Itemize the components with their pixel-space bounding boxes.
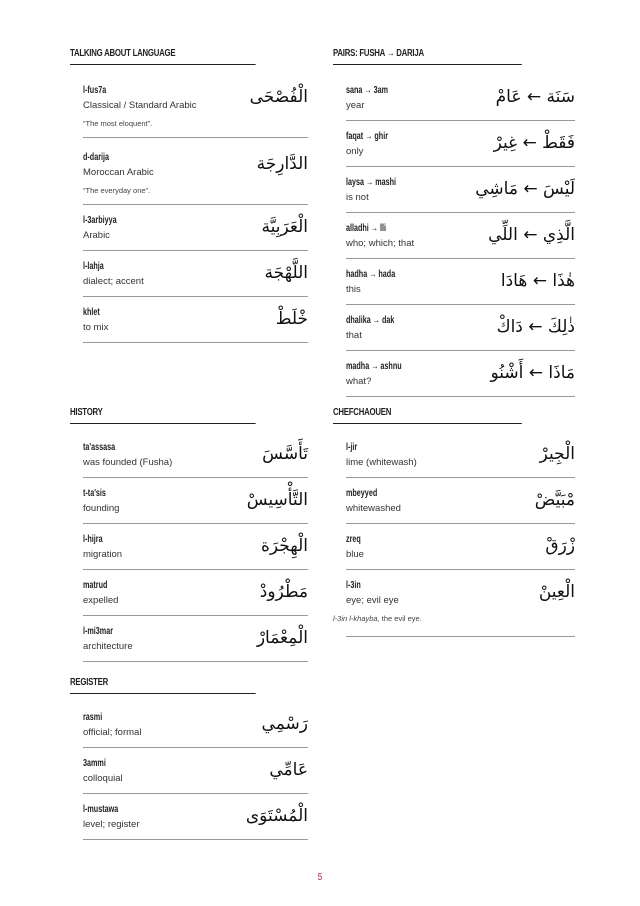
section-title: PAIRS: FUSHA → DARIJA bbox=[333, 48, 522, 65]
transliteration: l-fus7a bbox=[83, 85, 107, 96]
section-register bbox=[70, 677, 308, 840]
vocab-entry bbox=[83, 794, 308, 840]
transliteration: faqat → ghir bbox=[346, 131, 389, 142]
gloss: migration bbox=[83, 549, 123, 560]
gloss: dialect; accent bbox=[83, 276, 144, 287]
gloss: Arabic bbox=[83, 230, 110, 241]
transliteration: hadha → hada bbox=[346, 269, 396, 280]
arabic-word: تَأَسَّسَ bbox=[262, 444, 308, 464]
transliteration: mbeyyed bbox=[346, 488, 378, 499]
gloss: whitewashed bbox=[346, 503, 401, 514]
arabic-word: هٰذَا ← هَادَا bbox=[500, 271, 575, 291]
arabic-word: الْفُصْحَى bbox=[249, 87, 308, 107]
vocab-entry bbox=[83, 616, 308, 662]
vocab-entry bbox=[83, 424, 308, 478]
note-italic: l-3in l-khayba bbox=[333, 614, 378, 623]
transliteration: laysa → mashi bbox=[346, 177, 397, 188]
vocab-entry bbox=[83, 570, 308, 616]
transliteration: l-mi3mar bbox=[83, 626, 114, 637]
transliteration: matrud bbox=[83, 580, 108, 591]
gloss: eye; evil eye bbox=[346, 595, 399, 606]
gloss: founding bbox=[83, 503, 120, 514]
section-title: REGISTER bbox=[70, 677, 256, 694]
gloss: lime (whitewash) bbox=[346, 457, 417, 468]
arabic-word: الْجِيرْ bbox=[539, 444, 575, 464]
vocab-entry bbox=[346, 259, 575, 305]
transliteration: l-lahja bbox=[83, 261, 104, 272]
arabic-word: التَّأْسِيسْ bbox=[246, 490, 308, 510]
section-talking-about-language bbox=[70, 48, 308, 343]
transliteration: alladhi → lli bbox=[346, 223, 387, 234]
gloss: year bbox=[346, 100, 365, 111]
arabic-word: الْمُسْتَوَى bbox=[245, 806, 308, 826]
transliteration: zreq bbox=[346, 534, 361, 545]
gloss: was founded (Fusha) bbox=[83, 457, 173, 468]
arabic-word: سَنَة ← عَامْ bbox=[495, 87, 575, 107]
arabic-word: ذٰلِكَ ← دَاكْ bbox=[496, 317, 575, 337]
transliteration: l-3arbiyya bbox=[83, 215, 117, 226]
transliteration: l-jir bbox=[346, 442, 358, 453]
transliteration: ta'assasa bbox=[83, 442, 116, 453]
arabic-word: الْعِينْ bbox=[538, 582, 575, 602]
gloss: expelled bbox=[83, 595, 119, 606]
gloss: to mix bbox=[83, 322, 109, 333]
transliteration: sana → 3am bbox=[346, 85, 389, 96]
gloss: is not bbox=[346, 192, 369, 203]
vocab-entry bbox=[83, 251, 308, 297]
gloss: only bbox=[346, 146, 364, 157]
vocab-entry bbox=[83, 524, 308, 570]
arabic-word: الدَّارِجَة bbox=[256, 154, 308, 174]
gloss: level; register bbox=[83, 819, 140, 830]
arabic-word: مْبَيَّضْ bbox=[534, 490, 575, 510]
vocab-entry bbox=[346, 213, 575, 259]
vocab-entry bbox=[346, 121, 575, 167]
vocab-entry bbox=[346, 424, 575, 478]
gloss: colloquial bbox=[83, 773, 123, 784]
arabic-word: زْرَقْ bbox=[545, 536, 575, 556]
transliteration: madha → ashnu bbox=[346, 361, 402, 372]
transliteration: 3ammi bbox=[83, 758, 106, 769]
section-title: HISTORY bbox=[70, 407, 256, 424]
vocab-entry bbox=[83, 748, 308, 794]
gloss: what? bbox=[346, 376, 372, 387]
arabic-word: مَطْرُودْ bbox=[259, 582, 308, 602]
vocab-entry bbox=[83, 297, 308, 343]
section-pairs bbox=[333, 48, 575, 397]
gloss: who; which; that bbox=[346, 238, 415, 249]
section-chefchaouen bbox=[333, 407, 575, 637]
vocab-entry bbox=[83, 478, 308, 524]
arabic-word: عَامِّي bbox=[269, 760, 308, 780]
note bbox=[333, 614, 575, 624]
page-number: 5 bbox=[317, 872, 323, 883]
transliteration: d-darija bbox=[83, 152, 110, 163]
gloss: that bbox=[346, 330, 362, 341]
transliteration: khlet bbox=[83, 307, 100, 318]
arabic-word: الَّذِي ← اللِّي bbox=[488, 225, 575, 245]
vocab-entry bbox=[83, 138, 308, 205]
vocab-entry bbox=[346, 65, 575, 121]
vocab-entry bbox=[346, 351, 575, 397]
transliteration: t-ta'sis bbox=[83, 488, 106, 499]
arabic-word: فَقَطْ ← غِيرْ bbox=[493, 133, 575, 153]
vocab-entry bbox=[83, 205, 308, 251]
gloss: this bbox=[346, 284, 361, 295]
transliteration: l-hijra bbox=[83, 534, 103, 545]
vocab-entry bbox=[83, 65, 308, 138]
section-title: TALKING ABOUT LANGUAGE bbox=[70, 48, 256, 65]
gloss: architecture bbox=[83, 641, 133, 652]
arabic-word: اللَّهْجَة bbox=[264, 263, 308, 283]
transliteration: dhalika → dak bbox=[346, 315, 395, 326]
note-text: , the evil eye. bbox=[377, 614, 422, 623]
vocab-entry bbox=[346, 478, 575, 524]
arabic-word: الْعَرَبِيَّة bbox=[261, 217, 308, 237]
vocab-entry bbox=[346, 524, 575, 570]
transliteration: rasmi bbox=[83, 712, 103, 723]
gloss: official; formal bbox=[83, 727, 142, 738]
note: “The everyday one”. bbox=[83, 186, 151, 195]
arabic-word: الْهِجْرَة bbox=[261, 536, 308, 556]
vocab-entry bbox=[346, 305, 575, 351]
vocab-entry bbox=[333, 570, 575, 637]
arabic-word: لَيْسَ ← مَاشِي bbox=[475, 179, 575, 199]
gloss: Moroccan Arabic bbox=[83, 167, 154, 178]
transliteration: l-mustawa bbox=[83, 804, 119, 815]
section-title: CHEFCHAOUEN bbox=[333, 407, 522, 424]
arabic-word: رَسْمِي bbox=[261, 714, 308, 734]
arabic-word: خْلَطْ bbox=[275, 309, 308, 329]
note: “The most eloquent”. bbox=[83, 119, 153, 128]
transliteration: l-3in bbox=[346, 580, 361, 591]
vocab-entry bbox=[346, 167, 575, 213]
arabic-word: الْمِعْمَارْ bbox=[256, 628, 308, 648]
section-history bbox=[70, 407, 308, 662]
arabic-word: مَاذَا ← أَشْنُو bbox=[490, 363, 575, 383]
gloss: Classical / Standard Arabic bbox=[83, 100, 197, 111]
gloss: blue bbox=[346, 549, 364, 560]
vocab-entry bbox=[83, 694, 308, 748]
